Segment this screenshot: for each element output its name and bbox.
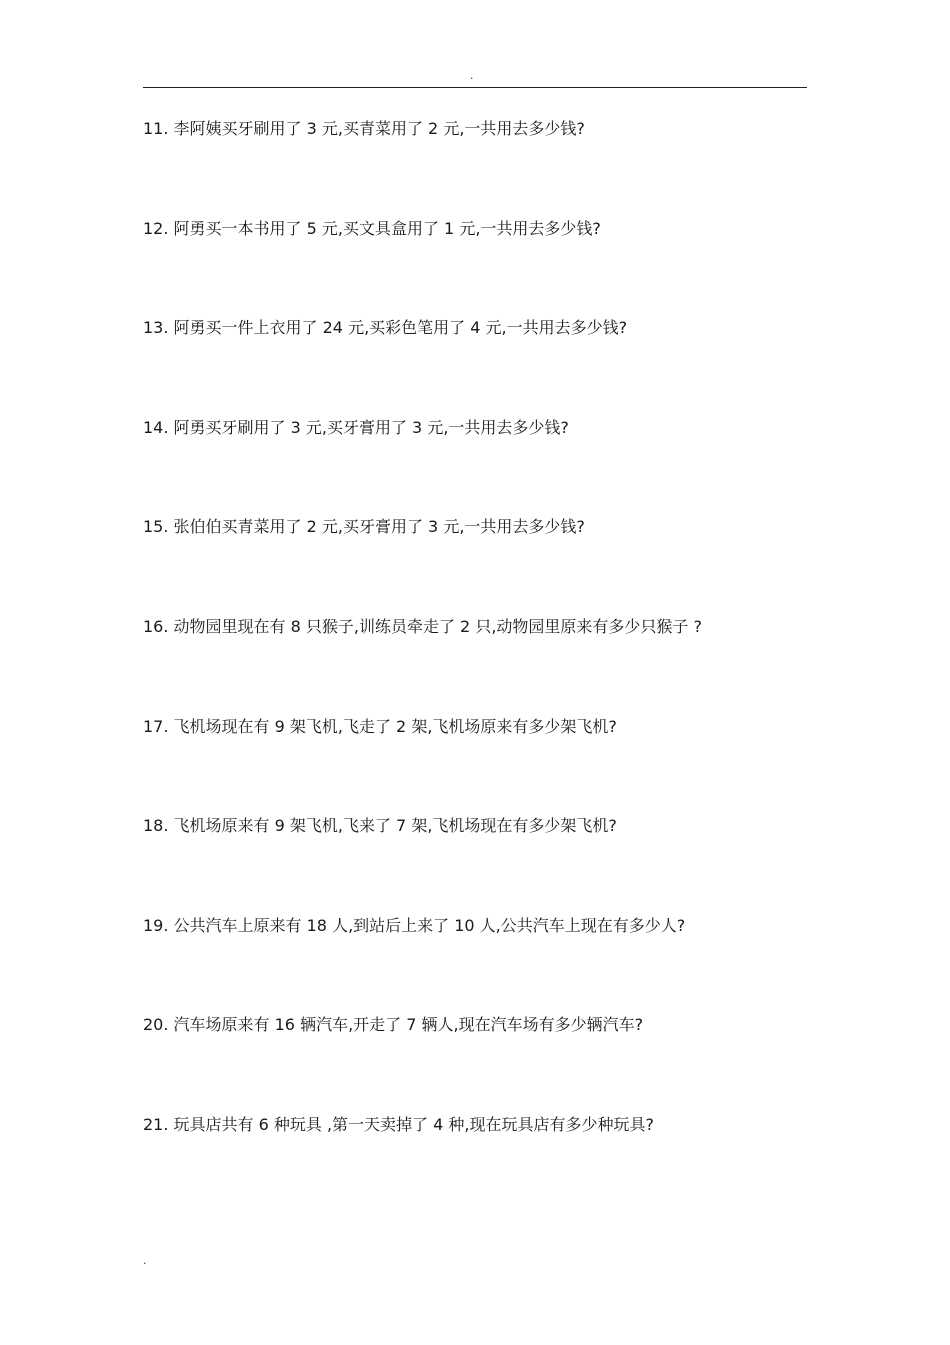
question-14: 14. 阿勇买牙刷用了 3 元,买牙膏用了 3 元,一共用去多少钱? [143,417,569,437]
header-dot: . [470,69,474,82]
footer-dot: . [143,1254,147,1267]
question-12: 12. 阿勇买一本书用了 5 元,买文具盒用了 1 元,一共用去多少钱? [143,218,601,238]
question-15: 15. 张伯伯买青菜用了 2 元,买牙膏用了 3 元,一共用去多少钱? [143,517,585,537]
question-16: 16. 动物园里现在有 8 只猴子,训练员牵走了 2 只,动物园里原来有多少只猴子 ? [143,616,702,636]
question-18: 18. 飞机场原来有 9 架飞机,飞来了 7 架,飞机场现在有多少架飞机? [143,816,617,836]
question-list [143,118,823,1214]
question-20: 20. 汽车场原来有 16 辆汽车,开走了 7 辆人,现在汽车场有多少辆汽车? [143,1015,644,1035]
question-17: 17. 飞机场现在有 9 架飞机,飞走了 2 架,飞机场原来有多少架飞机? [143,716,617,736]
question-21: 21. 玩具店共有 6 种玩具 ,第一天卖掉了 4 种,现在玩具店有多少种玩具? [143,1114,654,1134]
question-13: 13. 阿勇买一件上衣用了 24 元,买彩色笔用了 4 元,一共用去多少钱? [143,318,628,338]
header-rule [143,87,807,88]
question-11: 11. 李阿姨买牙刷用了 3 元,买青菜用了 2 元,一共用去多少钱? [143,119,585,138]
question-19: 19. 公共汽车上原来有 18 人,到站后上来了 10 人,公共汽车上现在有多少人? [143,915,686,935]
